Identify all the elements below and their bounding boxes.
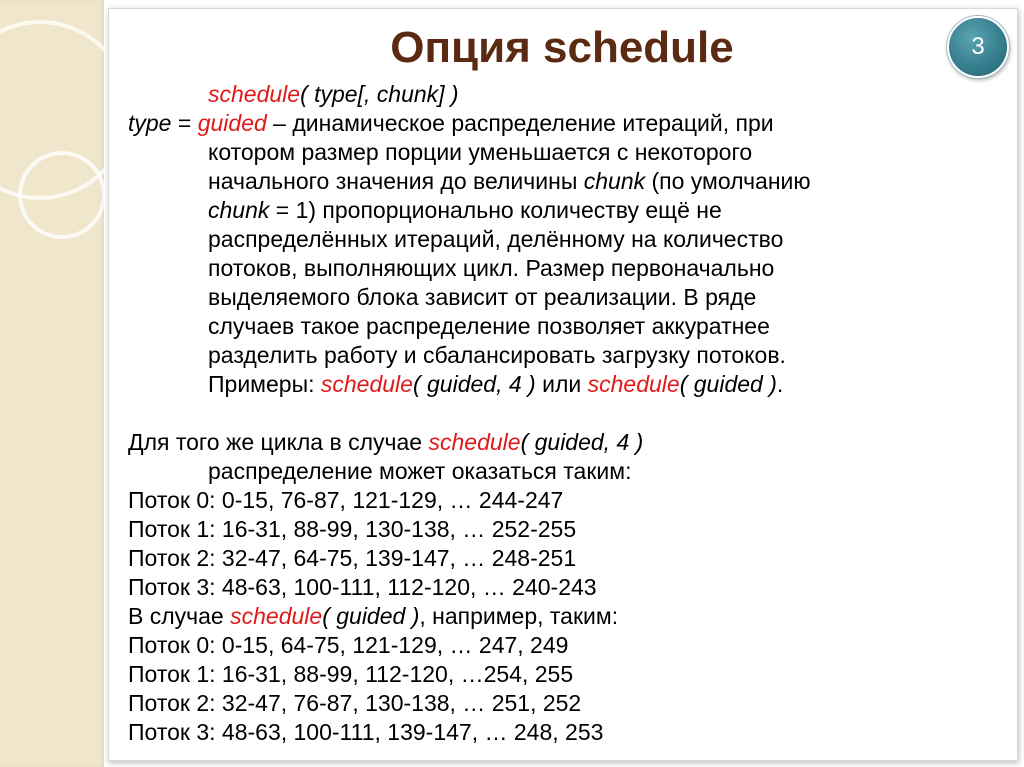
example1-intro: [128, 428, 998, 457]
guided-line-8: случаев такое распределение позволяет аккуратнее: [208, 313, 770, 339]
example2-intro-tail: , например, таким:: [419, 603, 619, 629]
examples-end: .: [776, 371, 784, 397]
example1-thread-1: Поток 1: 16-31, 88-99, 130-138, … 252-255: [128, 516, 577, 542]
guided-line-3: [128, 167, 998, 196]
guided-line-7: выделяемого блока зависит от реализации. В ряде: [208, 284, 757, 310]
example1-thread-2: Поток 2: 32-47, 64-75, 139-147, … 248-251: [128, 545, 577, 571]
example-args-1: ( guided, 4 ): [412, 371, 536, 397]
guided-line-6: потоков, выполняющих цикл. Размер первоначально: [208, 255, 775, 281]
guided-keyword: guided: [197, 110, 267, 136]
slide-content: [128, 80, 998, 747]
guided-line-1: [128, 109, 998, 138]
example-keyword-2: schedule: [587, 371, 680, 397]
examples-prefix: Примеры:: [208, 371, 321, 397]
example2-intro: [128, 602, 998, 631]
slide-title: Опция schedule: [390, 23, 734, 72]
guided-line-3-text: начального значения до величины: [208, 168, 584, 194]
syntax-args: ( type[, chunk] ): [300, 81, 459, 107]
example-args-2: ( guided ): [679, 371, 777, 397]
guided-line-3-tail: (по умолчанию: [645, 168, 811, 194]
chunk-word-2: chunk: [208, 197, 270, 223]
example2-args: ( guided ): [322, 603, 420, 629]
guided-line-5: распределённых итераций, делённому на количество: [208, 226, 784, 252]
example1-intro-cont: распределение может оказаться таким:: [208, 458, 632, 484]
example2-keyword: schedule: [230, 603, 323, 629]
guided-line-4-tail: = 1) пропорционально количеству ещё не: [269, 197, 722, 223]
example2-thread-1: Поток 1: 16-31, 88-99, 112-120, …254, 255: [128, 661, 574, 687]
decorative-rings: [0, 0, 110, 767]
example2-thread-2: Поток 2: 32-47, 76-87, 130-138, … 251, 252: [128, 690, 582, 716]
syntax-line: [128, 80, 998, 109]
example2-thread-3: Поток 3: 48-63, 100-111, 139-147, … 248, 253: [128, 719, 604, 745]
example1-thread-3: Поток 3: 48-63, 100-111, 112-120, … 240-243: [128, 574, 597, 600]
chunk-word: chunk: [583, 168, 646, 194]
example1-keyword: schedule: [428, 429, 521, 455]
syntax-keyword: schedule: [208, 81, 301, 107]
examples-line: [128, 370, 998, 399]
example1-thread-0: Поток 0: 0-15, 76-87, 121-129, … 244-247: [128, 487, 564, 513]
equals-sign: =: [171, 110, 198, 136]
example2-intro-text: В случае: [128, 603, 231, 629]
example-keyword-1: schedule: [320, 371, 413, 397]
example2-thread-0: Поток 0: 0-15, 64-75, 121-129, … 247, 249: [128, 632, 569, 658]
type-word: type: [128, 110, 172, 136]
guided-line-2: котором размер порции уменьшается с некоторого: [208, 139, 753, 165]
example1-args: ( guided, 4 ): [520, 429, 644, 455]
guided-line-4: [128, 196, 998, 225]
spacer: [128, 399, 998, 428]
example1-intro-text: Для того же цикла в случае: [128, 429, 429, 455]
examples-or: или: [535, 371, 588, 397]
ring-large: [0, 22, 110, 198]
page-number-badge: 3: [947, 16, 1009, 78]
guided-desc-start: – динамическое распределение итераций, при: [266, 110, 774, 136]
guided-line-9: разделить работу и сбалансировать загрузку потоков.: [208, 342, 786, 368]
